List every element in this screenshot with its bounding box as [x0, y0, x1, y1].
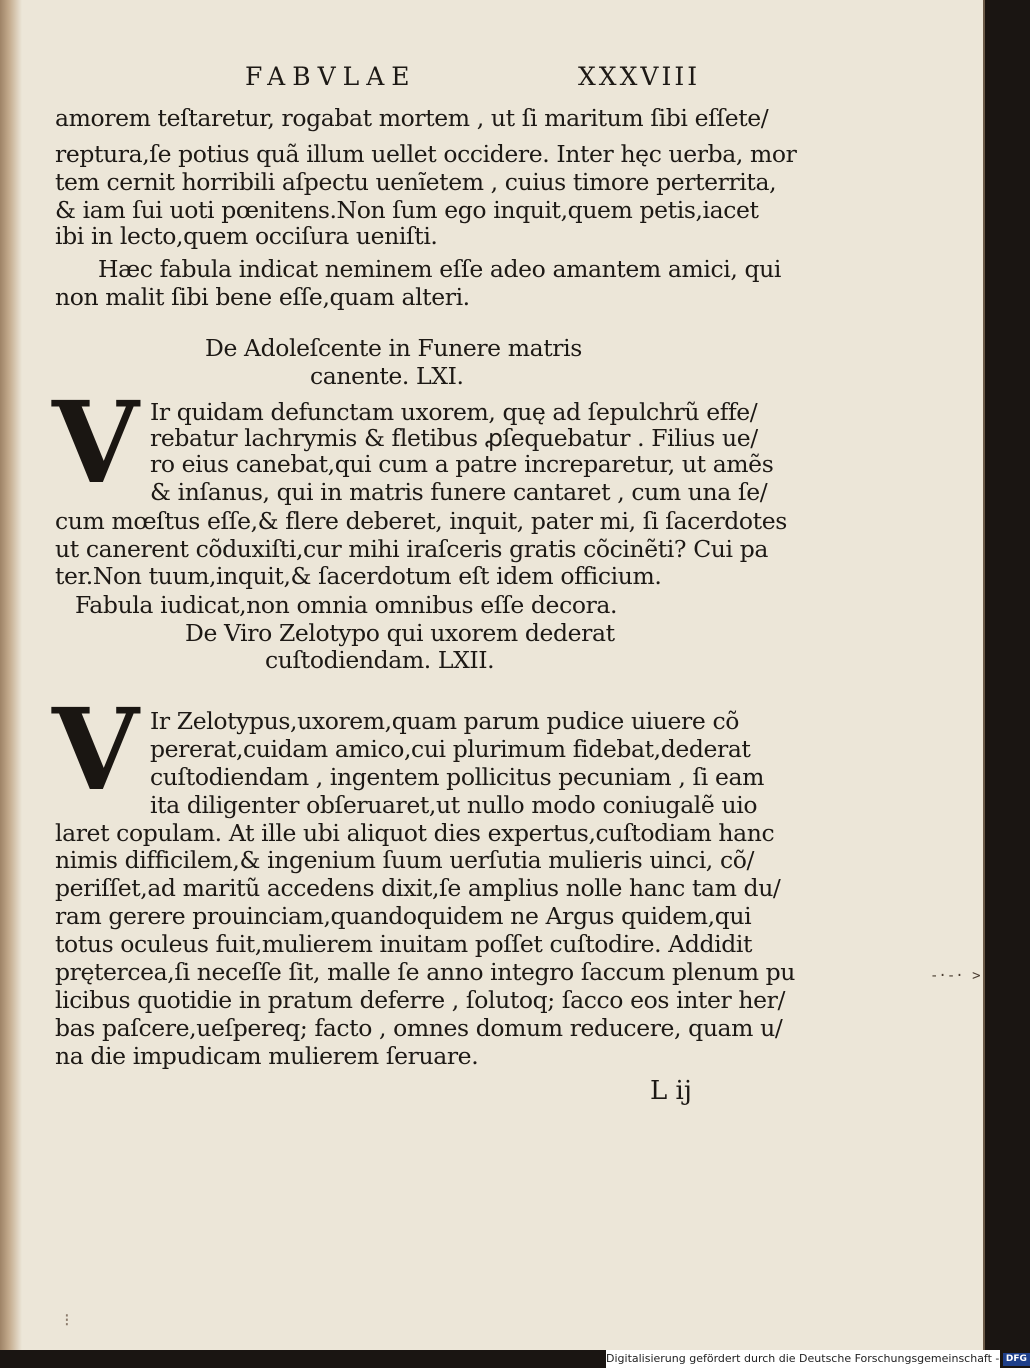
drop-cap-initial: V	[52, 378, 139, 509]
text-line: ro eius canebat,qui cum a patre increparetur, ut amẽs	[150, 450, 774, 478]
text-line: cum mœſtus eſſe,& flere deberet, inquit, pater mi, ſi ſacerdotes	[55, 507, 787, 535]
text-line: cuſtodiendam , ingentem pollicitus pecuniam , ſi eam	[150, 763, 764, 791]
moral-line: Hæc fabula indicat neminem eſſe adeo amantem amici, qui	[98, 255, 781, 283]
digitization-footer	[606, 1350, 1027, 1368]
text-line: ter.Non tuum,inquit,& ſacerdotum eſt idem officium.	[55, 562, 662, 590]
drop-cap-initial: V	[52, 685, 139, 816]
margin-scratch-marks: -·-· >	[930, 968, 981, 984]
fable-title: De Adoleſcente in Funere matris	[205, 334, 582, 362]
running-head: FABVLAE	[245, 62, 417, 91]
fable-title: canente. LXI.	[310, 362, 464, 390]
page-edge-stain	[0, 0, 22, 1350]
moral-line: Fabula iudicat,non omnia omnibus eſſe decora.	[75, 591, 618, 619]
text-line: periſſet,ad maritũ accedens dixit,ſe amplius nolle hanc tam du/	[55, 874, 781, 902]
text-line: licibus quotidie in pratum deferre , ſolutoq; ſacco eos inter her/	[55, 986, 785, 1014]
text-line: & inſanus, qui in matris funere cantaret , cum una ſe/	[150, 478, 768, 506]
text-line: & iam ſui uoti pœnitens.Non ſum ego inquit,quem petis,iacet	[55, 196, 759, 224]
ink-blot-mark: ⁝	[64, 1310, 70, 1331]
fable-title: De Viro Zelotypo qui uxorem dederat	[185, 619, 615, 647]
text-line: reptura,ſe potius quã illum uellet occidere. Inter hęc uerba, mor	[55, 140, 797, 168]
moral-line: non malit ſibi bene eſſe,quam alteri.	[55, 283, 470, 311]
dfg-logo: DFG	[1003, 1353, 1030, 1366]
text-line: nimis difficilem,& ingenium ſuum uerſutia mulieris uinci, cõ/	[55, 846, 754, 874]
text-line: totus oculeus fuit,mulierem inuitam poſſet cuſtodire. Addidit	[55, 930, 753, 958]
text-line: Ir Zelotypus,uxorem,quam parum pudice uiuere cõ	[150, 707, 739, 735]
text-line: na die impudicam mulierem ſeruare.	[55, 1042, 479, 1070]
text-line: pererat,cuidam amico,cui plurimum fidebat,dederat	[150, 735, 751, 763]
text-line: ibi in lecto,quem occiſura ueniſti.	[55, 222, 438, 250]
text-line: ut canerent cõduxiſti,cur mihi iraſceris gratis cõcinẽti? Cui pa	[55, 535, 768, 563]
footer-text: Digitalisierung gefördert durch die Deutsche Forschungsgemeinschaft -	[606, 1352, 1000, 1365]
text-line: tem cernit horribili aſpectu uenĩetem , cuius timore perterrita,	[55, 168, 777, 196]
folio-number: XXXVIII	[578, 62, 701, 91]
text-line: bas paſcere,ueſpereq; facto , omnes domum reducere, quam u/	[55, 1014, 783, 1042]
text-line: Ir quidam defunctam uxorem, quę ad ſepulchrũ effe/	[150, 398, 758, 426]
text-line: laret copulam. At ille ubi aliquot dies expertus,cuſtodiam hanc	[55, 819, 775, 847]
text-line: rebatur lachrymis & fletibus ꝓſequebatur . Filius ue/	[150, 424, 758, 452]
text-line: amorem teſtaretur, rogabat mortem , ut ſi maritum ſibi eſſete/	[55, 104, 769, 132]
text-line: prętercea,ſi neceſſe ſit, malle ſe anno integro ſaccum plenum pu	[55, 958, 796, 986]
text-line: ita diligenter obſeruaret,ut nullo modo coniugalẽ uio	[150, 791, 758, 819]
fable-title: cuſtodiendam. LXII.	[265, 646, 495, 674]
text-line: ram gerere prouinciam,quandoquidem ne Argus quidem,qui	[55, 902, 752, 930]
signature-mark: L ij	[650, 1076, 692, 1106]
